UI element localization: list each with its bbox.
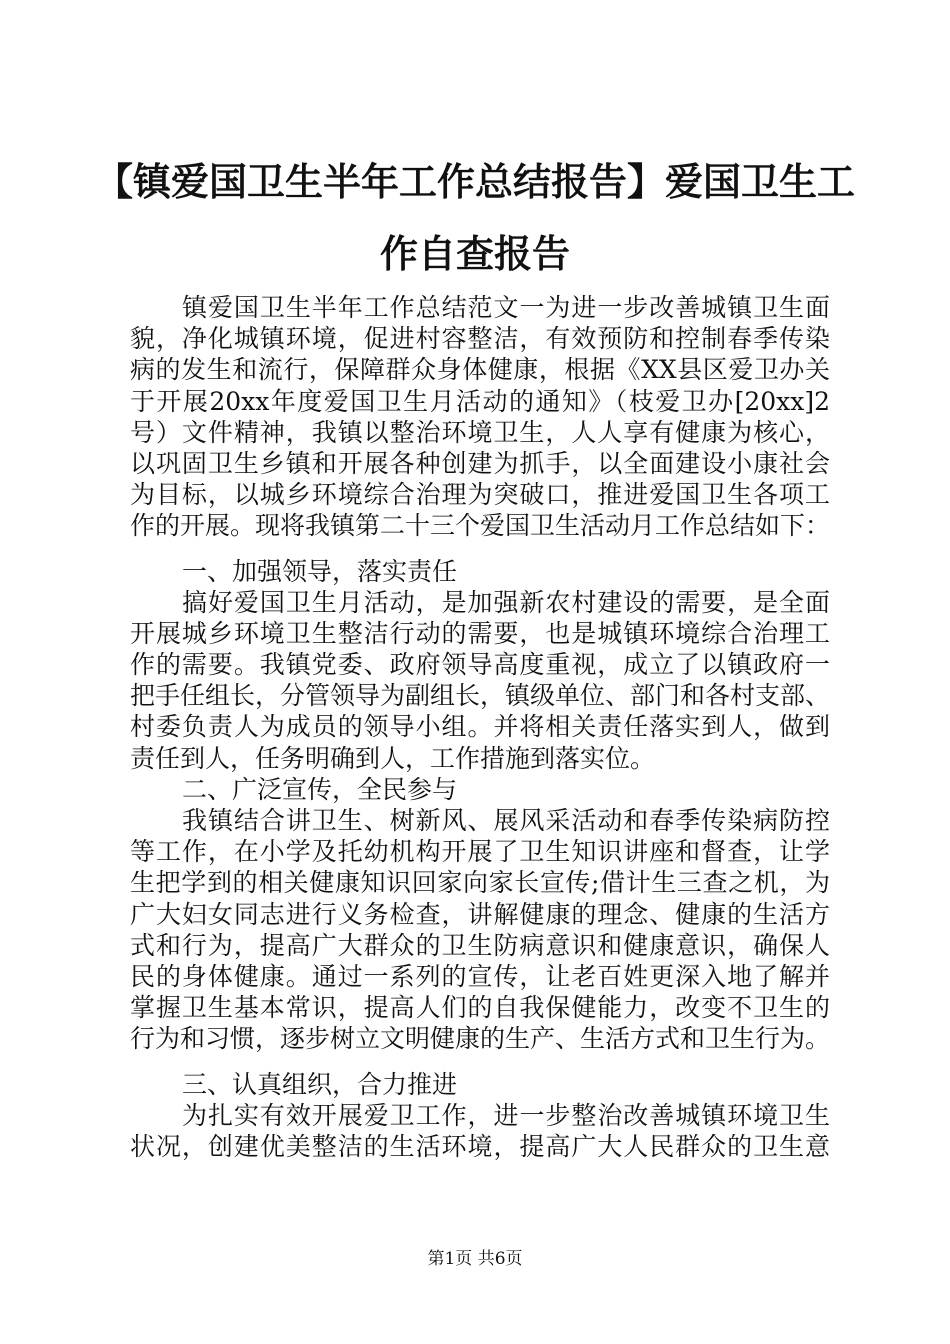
paragraph-line: 民的身体健康。通过一系列的宣传，让老百姓更深入地了解并 — [130, 961, 830, 991]
document-title-line-1: 【镇爱国卫生半年工作总结报告】爱国卫生工 — [95, 160, 856, 204]
section-3-paragraph — [130, 1100, 830, 1162]
spacer — [130, 542, 830, 556]
paragraph-line: 广大妇女同志进行义务检查，讲解健康的理念、健康的生活方 — [130, 899, 830, 929]
paragraph-line: 开展城乡环境卫生整洁行动的需要，也是城镇环境综合治理工 — [130, 618, 830, 648]
paragraph-line: 责任到人，任务明确到人，工作措施到落实位。 — [130, 743, 656, 773]
paragraph-line: 状况，创建优美整洁的生活环境，提高广大人民群众的卫生意 — [130, 1131, 830, 1161]
paragraph-line: 村委负责人为成员的领导小组。并将相关责任落实到人，做到 — [130, 712, 830, 742]
section-heading-1: 一、加强领导，落实责任 — [182, 556, 458, 586]
paragraph-line: 式和行为，提高广大群众的卫生防病意识和健康意识，确保人 — [130, 930, 830, 960]
paragraph-line: 把手任组长，分管领导为副组长，镇级单位、部门和各村支部、 — [130, 681, 830, 711]
paragraph-line: 搞好爱国卫生月活动，是加强新农村建设的需要，是全面 — [182, 587, 830, 617]
section-1-paragraph — [130, 587, 830, 774]
paragraph-line: 以巩固卫生乡镇和开展各种创建为抓手，以全面建设小康社会 — [130, 448, 830, 478]
paragraph-line: 掌握卫生基本常识，提高人们的自我保健能力，改变不卫生的 — [130, 993, 830, 1023]
paragraph-line: 作的开展。现将我镇第二十三个爱国卫生活动月工作总结如下： — [130, 511, 830, 541]
section-heading-3: 三、认真组织，合力推进 — [182, 1069, 458, 1099]
intro-paragraph — [130, 292, 830, 542]
paragraph-line: 号）文件精神，我镇以整治环境卫生，人人享有健康为核心， — [130, 417, 830, 447]
paragraph-line: 等工作，在小学及托幼机构开展了卫生知识讲座和督查，让学 — [130, 837, 830, 867]
section-2-paragraph — [130, 805, 830, 1055]
paragraph-line: 我镇结合讲卫生、树新风、展风采活动和春季传染病防控 — [182, 806, 830, 835]
paragraph-line: 镇爱国卫生半年工作总结范文一为进一步改善城镇卫生面 — [182, 293, 830, 322]
document-title-line-2: 作自查报告 — [379, 232, 570, 276]
paragraph-line: 为扎实有效开展爱卫工作，进一步整治改善城镇环境卫生 — [182, 1100, 830, 1130]
document-body — [130, 292, 830, 1162]
paragraph-line: 生把学到的相关健康知识回家向家长宣传;借计生三查之机，为 — [130, 868, 830, 898]
section-heading-2: 二、广泛宣传，全民参与 — [182, 774, 458, 804]
paragraph-line: 病的发生和流行，保障群众身体健康，根据《XX县区爱卫办关 — [130, 355, 830, 385]
paragraph-line: 作的需要。我镇党委、政府领导高度重视，成立了以镇政府一 — [130, 650, 830, 680]
paragraph-line: 行为和习惯，逐步树立文明健康的生产、生活方式和卫生行为。 — [130, 1024, 830, 1054]
spacer — [130, 1055, 830, 1069]
paragraph-line: 为目标，以城乡环境综合治理为突破口，推进爱国卫生各项工 — [130, 480, 830, 510]
page-number: 第1页 共6页 — [427, 1249, 523, 1269]
paragraph-line: 于开展20xx年度爱国卫生月活动的通知》（枝爱卫办[20xx]2 — [130, 386, 830, 416]
paragraph-line: 貌，净化城镇环境，促进村容整洁，有效预防和控制春季传染 — [130, 324, 830, 354]
